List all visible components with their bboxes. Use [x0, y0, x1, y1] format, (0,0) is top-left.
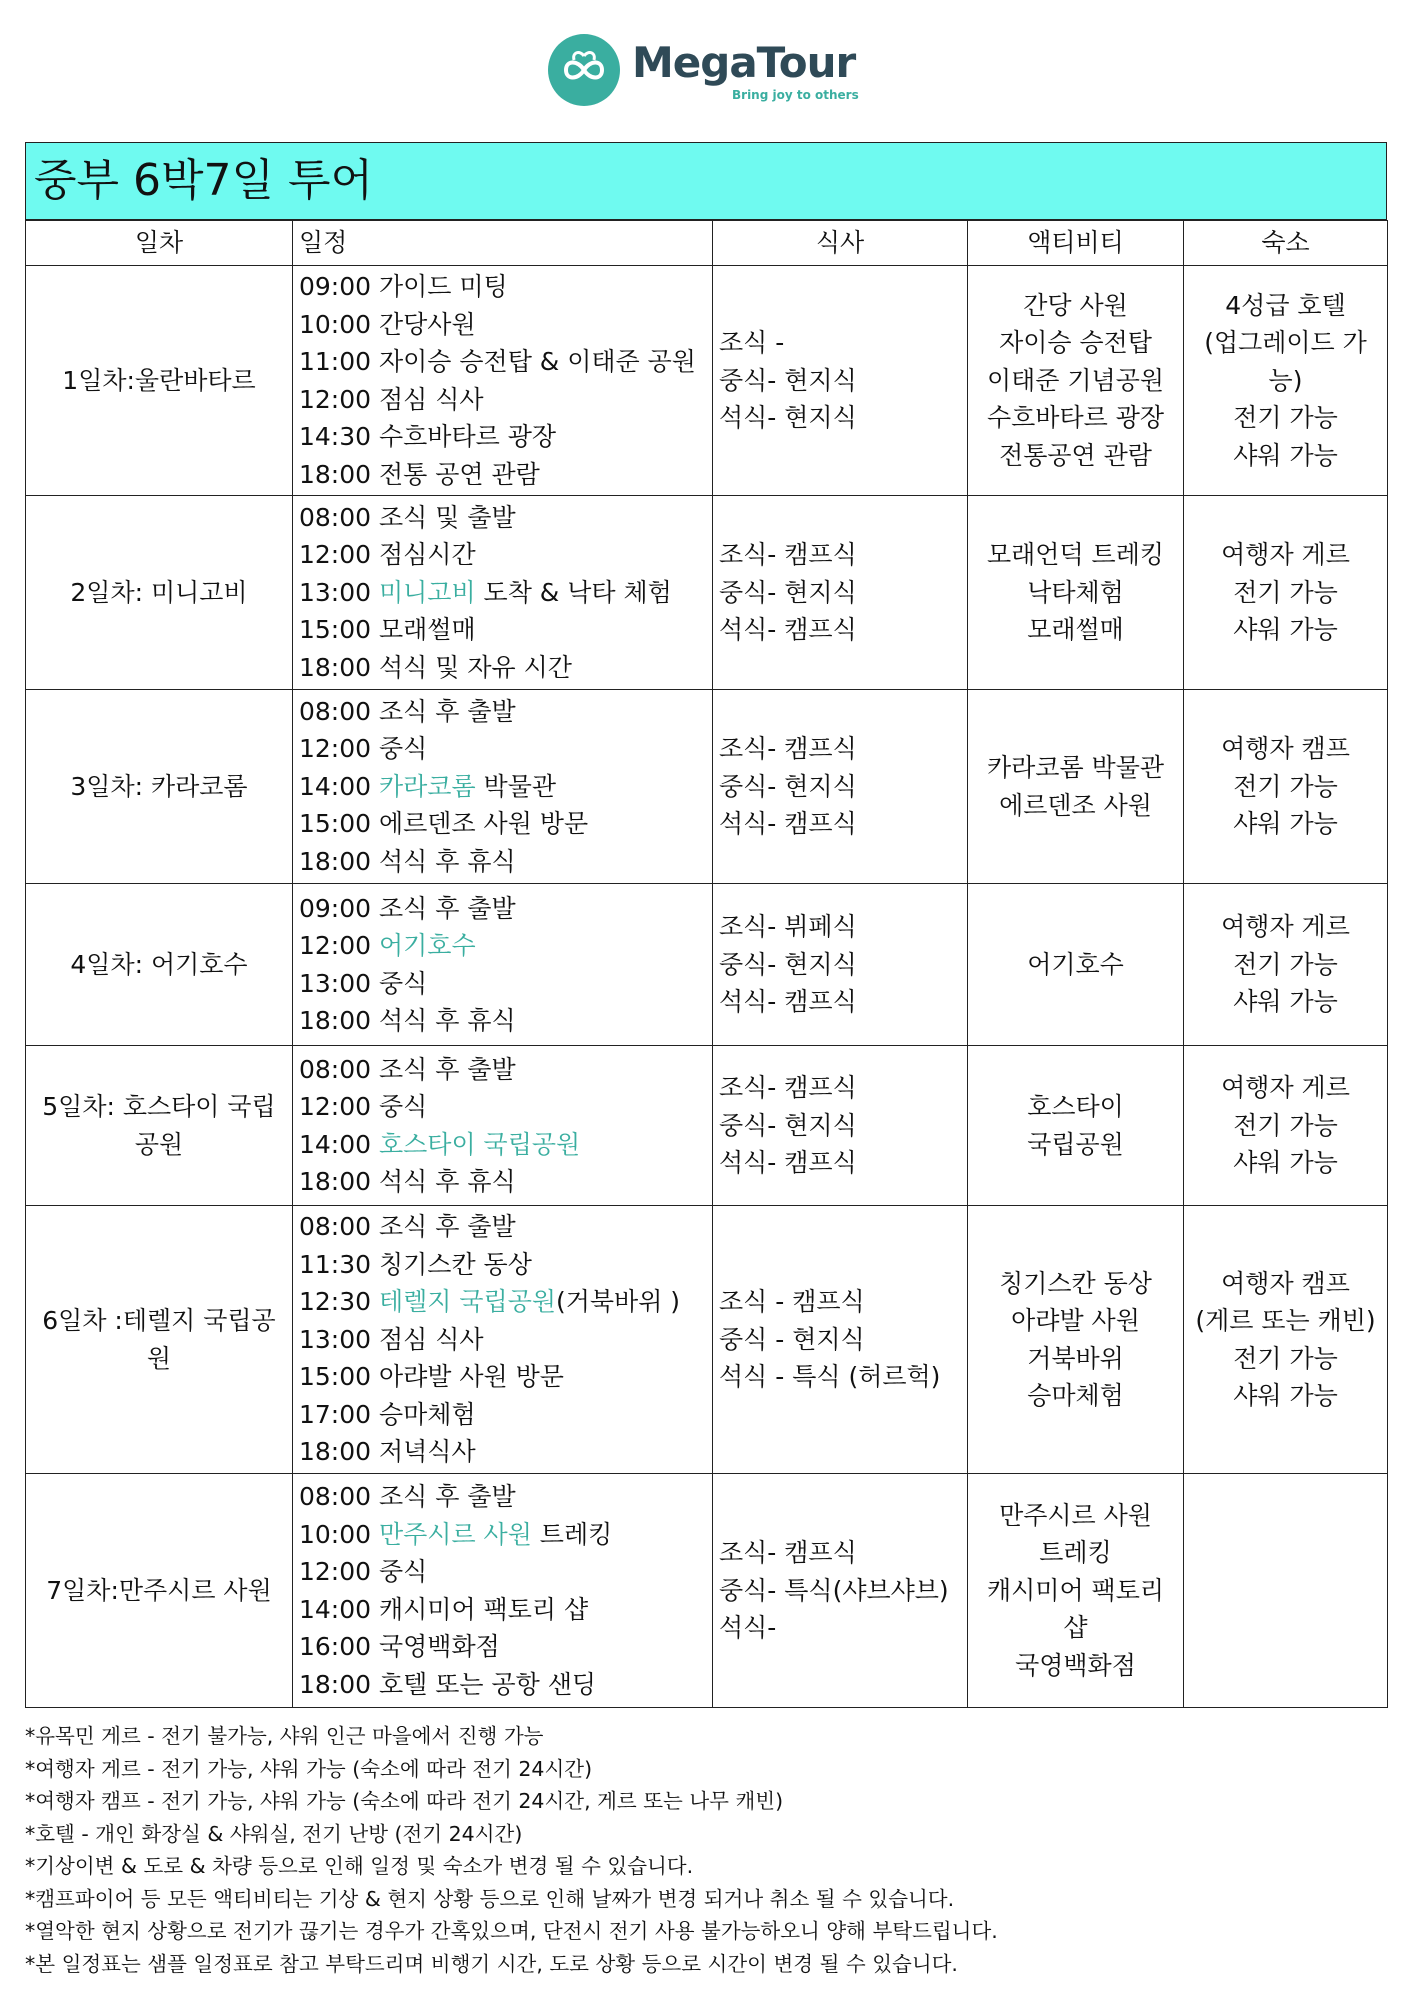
lodging-item: 여행자 게르 [1221, 540, 1350, 570]
header-schedule: 일정 [293, 221, 713, 266]
schedule-time: 15:00 [299, 615, 372, 645]
schedule-text: 자이승 승전탑 & 이태준 공원 [379, 347, 696, 376]
schedule-time: 18:00 [299, 1437, 372, 1467]
activity-item: 캐시미어 팩토리 샵 [987, 1575, 1164, 1643]
meals-cell [713, 1474, 968, 1708]
schedule-time: 10:00 [299, 309, 372, 339]
lodging-cell [1184, 266, 1388, 496]
table-header-row [26, 221, 1388, 266]
activities-cell [968, 884, 1184, 1046]
activity-item: 트레킹 [1039, 1538, 1112, 1568]
day-label: 6일차 :테렐지 국립공원 [26, 1206, 293, 1474]
schedule-item [299, 649, 706, 687]
activity-item: 수흐바타르 광장 [987, 403, 1164, 433]
table-row [26, 1474, 1388, 1708]
lodging-cell [1184, 496, 1388, 690]
schedule-time: 12:00 [299, 931, 372, 960]
note-item: *여행자 게르 - 전기 가능, 샤워 가능 (숙소에 따라 전기 24시간) [25, 1756, 593, 1781]
lodging-item: 전기 가능 [1233, 577, 1338, 607]
schedule-item [299, 1246, 706, 1284]
schedule-text: 국영백화점 [379, 1632, 500, 1661]
meals-cell [713, 884, 968, 1046]
table-row [26, 496, 1388, 690]
activity-item: 국립공원 [1027, 1129, 1124, 1159]
lodging-item: 전기 가능 [1233, 1110, 1338, 1140]
meal-item: 석식- 캠프식 [719, 615, 857, 645]
day-label: 4일차: 어기호수 [26, 884, 293, 1046]
schedule-text: 조식 후 출발 [379, 893, 516, 923]
schedule-item [299, 1088, 706, 1126]
schedule-time: 08:00 [299, 1054, 372, 1084]
schedule-time: 13:00 [299, 1324, 372, 1354]
schedule-time: 17:00 [299, 1399, 372, 1429]
infinity-heart-icon [548, 34, 620, 106]
activity-item: 낙타체험 [1027, 577, 1124, 607]
schedule-item [299, 536, 706, 574]
activity-item: 거북바위 [1027, 1343, 1124, 1373]
note-item: *열악한 현지 상황으로 전기가 끊기는 경우가 간혹있으며, 단전시 전기 사용 불가능하오니 양해 부탁드립니다. [25, 1919, 998, 1943]
meal-item: 조식- 뷔페식 [719, 912, 857, 942]
meal-item: 중식- 현지식 [719, 1110, 857, 1140]
activities-cell [968, 266, 1184, 496]
meal-item: 중식- 현지식 [719, 771, 857, 801]
schedule-text: 간당사원 [379, 309, 476, 339]
meal-item: 조식- 캠프식 [719, 540, 857, 570]
schedule-item [299, 268, 706, 306]
schedule-time: 08:00 [299, 1482, 372, 1511]
schedule-item [299, 456, 706, 494]
schedule-time: 12:00 [299, 540, 372, 570]
schedule-time: 12:00 [299, 384, 372, 414]
table-row [26, 1206, 1388, 1474]
schedule-text: 중식 [379, 968, 428, 998]
lodging-item: (업그레이드 가능) [1204, 328, 1367, 395]
schedule-time: 12:00 [299, 1557, 372, 1586]
schedule-item [299, 1591, 706, 1629]
schedule-item [299, 768, 706, 806]
schedule-time: 12:00 [299, 1092, 372, 1121]
activity-item: 카라코롬 박물관 [987, 753, 1164, 782]
lodging-item: 샤워 가능 [1233, 809, 1338, 839]
meals-cell [713, 496, 968, 690]
lodging-item: 여행자 게르 [1221, 912, 1350, 942]
schedule-time: 15:00 [299, 1362, 372, 1392]
lodging-cell [1184, 884, 1388, 1046]
note-item: *유목민 게르 - 전기 불가능, 샤워 인근 마을에서 진행 가능 [25, 1724, 544, 1748]
lodging-item: 전기 가능 [1233, 403, 1338, 433]
schedule-place-highlight: 호스타이 국립공원 [379, 1129, 581, 1159]
schedule-text: 수흐바타르 광장 [379, 422, 556, 451]
schedule-time: 18:00 [299, 652, 372, 682]
schedule-text: 점심 식사 [379, 384, 484, 414]
schedule-item [299, 418, 706, 456]
header-lodging: 숙소 [1184, 221, 1388, 266]
header-day: 일차 [26, 221, 293, 266]
meal-item: 조식- 캠프식 [719, 1538, 857, 1568]
activity-item: 모래썰매 [1027, 615, 1124, 645]
schedule-item [299, 1396, 706, 1434]
day-label: 5일차: 호스타이 국립공원 [26, 1046, 293, 1206]
schedule-cell [293, 496, 713, 690]
lodging-item: 4성급 호텔 [1225, 290, 1346, 320]
schedule-item [299, 499, 706, 537]
meal-item: 중식- 특식(샤브샤브) [719, 1575, 949, 1605]
schedule-item [299, 890, 706, 928]
schedule-text-after: 트레킹 [531, 1519, 613, 1549]
schedule-time: 14:30 [299, 422, 372, 451]
schedule-text: 저녁식사 [379, 1437, 476, 1467]
note-item: *본 일정표는 샘플 일정표로 참고 부탁드리며 비행기 시간, 도로 상황 등으로 시간이 변경 될 수 있습니다. [25, 1951, 958, 1976]
schedule-item [299, 343, 706, 381]
schedule-text: 조식 후 출발 [379, 696, 516, 726]
page-title: 중부 6박7일 투어 [25, 142, 1387, 220]
note-item: *호텔 - 개인 화장실 & 샤워실, 전기 난방 (전기 24시간) [25, 1821, 523, 1846]
schedule-item [299, 1433, 706, 1471]
activities-cell [968, 690, 1184, 884]
schedule-item [299, 965, 706, 1003]
brand-name: MegaTour [632, 38, 856, 87]
schedule-text: 캐시미어 팩토리 샵 [379, 1594, 589, 1624]
schedule-time: 08:00 [299, 502, 372, 532]
schedule-time: 18:00 [299, 1006, 372, 1035]
schedule-item [299, 306, 706, 344]
schedule-item [299, 1283, 706, 1321]
schedule-text: 점심시간 [379, 540, 476, 570]
lodging-item: 전기 가능 [1233, 949, 1338, 979]
activity-item: 간당 사원 [1023, 290, 1128, 320]
schedule-time: 12:00 [299, 734, 372, 764]
schedule-cell [293, 1046, 713, 1206]
activity-item: 에르덴조 사원 [999, 790, 1152, 820]
schedule-time: 18:00 [299, 1669, 372, 1699]
notes-list [25, 1720, 1395, 1980]
schedule-text: 가이드 미팅 [379, 272, 508, 301]
brand-tagline: Bring joy to others [732, 88, 859, 102]
schedule-time: 10:00 [299, 1519, 372, 1549]
schedule-cell [293, 1474, 713, 1708]
schedule-time: 18:00 [299, 459, 372, 489]
activity-item: 모래언덕 트레킹 [987, 540, 1164, 570]
lodging-cell [1184, 1474, 1388, 1708]
activities-cell [968, 1206, 1184, 1474]
schedule-time: 14:00 [299, 1129, 372, 1159]
schedule-item [299, 1516, 706, 1554]
schedule-text: 모래썰매 [379, 615, 476, 645]
schedule-text: 석식 후 휴식 [379, 846, 516, 876]
schedule-time: 08:00 [299, 696, 372, 726]
day-label: 7일차:만주시르 사원 [26, 1474, 293, 1708]
meal-item: 석식- 현지식 [719, 403, 857, 433]
schedule-time: 18:00 [299, 1167, 372, 1196]
schedule-time: 09:00 [299, 893, 372, 923]
activity-item: 국영백화점 [1015, 1650, 1136, 1680]
schedule-text: 전통 공연 관람 [379, 459, 540, 489]
schedule-text: 칭기스칸 동상 [379, 1249, 532, 1279]
schedule-text: 석식 후 휴식 [379, 1167, 516, 1196]
schedule-text: 석식 및 자유 시간 [379, 652, 572, 682]
schedule-place-highlight: 만주시르 사원 [379, 1519, 532, 1549]
schedule-item [299, 1163, 706, 1201]
schedule-place-highlight: 테렐지 국립공원 [379, 1287, 556, 1317]
schedule-item [299, 693, 706, 731]
schedule-text: 중식 [379, 1557, 428, 1586]
activity-item: 전통공연 관람 [999, 440, 1152, 470]
schedule-text: 점심 식사 [379, 1324, 484, 1354]
schedule-item [299, 1666, 706, 1704]
schedule-item [299, 1208, 706, 1246]
meals-cell [713, 1046, 968, 1206]
activity-item: 이태준 기념공원 [987, 365, 1164, 395]
lodging-item: 여행자 캠프 [1221, 734, 1350, 764]
lodging-item: 여행자 게르 [1221, 1073, 1350, 1103]
schedule-item [299, 381, 706, 419]
schedule-item [299, 1478, 706, 1516]
meals-cell [713, 1206, 968, 1474]
lodging-item: 샤워 가능 [1233, 1148, 1338, 1178]
meal-item: 중식- 현지식 [719, 365, 857, 395]
lodging-item: (게르 또는 캐빈) [1195, 1306, 1376, 1335]
meal-item: 석식 - 특식 (허르헉) [719, 1362, 941, 1392]
activity-item: 자이승 승전탑 [999, 328, 1152, 358]
schedule-cell [293, 690, 713, 884]
meal-item: 조식 - [719, 328, 785, 358]
schedule-text: 에르덴조 사원 방문 [379, 809, 589, 839]
meals-cell [713, 266, 968, 496]
schedule-time: 12:30 [299, 1287, 372, 1317]
schedule-item [299, 1002, 706, 1040]
table-row [26, 690, 1388, 884]
schedule-item [299, 1321, 706, 1359]
schedule-text-after: 박물관 [475, 771, 557, 801]
schedule-place-highlight: 카라코롬 [379, 771, 476, 801]
lodging-item: 전기 가능 [1233, 771, 1338, 801]
schedule-time: 11:00 [299, 347, 372, 376]
schedule-text: 석식 후 휴식 [379, 1006, 516, 1035]
activities-cell [968, 1474, 1184, 1708]
lodging-item: 샤워 가능 [1233, 1381, 1338, 1410]
schedule-time: 14:00 [299, 1594, 372, 1624]
schedule-place-highlight: 어기호수 [379, 931, 476, 960]
schedule-item [299, 1358, 706, 1396]
meal-item: 중식- 현지식 [719, 949, 857, 979]
lodging-item: 샤워 가능 [1233, 615, 1338, 645]
schedule-time: 08:00 [299, 1212, 372, 1242]
meals-cell [713, 690, 968, 884]
schedule-cell [293, 884, 713, 1046]
lodging-cell [1184, 690, 1388, 884]
itinerary-table [25, 220, 1388, 1708]
schedule-item [299, 1553, 706, 1591]
schedule-item [299, 574, 706, 612]
schedule-item [299, 1051, 706, 1089]
note-item: *여행자 캠프 - 전기 가능, 샤워 가능 (숙소에 따라 전기 24시간, 게르 또는 나무 캐빈) [25, 1789, 784, 1813]
lodging-cell [1184, 1206, 1388, 1474]
header-activities: 액티비티 [968, 221, 1184, 266]
schedule-text: 승마체험 [379, 1399, 476, 1429]
schedule-item [299, 1628, 706, 1666]
day-label: 1일차:울란바타르 [26, 266, 293, 496]
table-row [26, 884, 1388, 1046]
schedule-text: 중식 [379, 1092, 428, 1121]
meal-item: 석식- 캠프식 [719, 809, 857, 839]
day-label: 2일차: 미니고비 [26, 496, 293, 690]
schedule-time: 09:00 [299, 272, 372, 301]
meal-item: 중식- 현지식 [719, 577, 857, 607]
schedule-item [299, 805, 706, 843]
schedule-time: 16:00 [299, 1632, 372, 1661]
schedule-item [299, 1126, 706, 1164]
schedule-cell [293, 1206, 713, 1474]
lodging-item: 샤워 가능 [1233, 987, 1338, 1017]
meal-item: 석식- [719, 1613, 777, 1643]
meal-item: 석식- 캠프식 [719, 1148, 857, 1178]
activity-item: 만주시르 사원 [999, 1500, 1152, 1530]
lodging-item: 샤워 가능 [1233, 440, 1338, 470]
schedule-place-highlight: 미니고비 [379, 577, 476, 607]
activity-item: 어기호수 [1027, 949, 1124, 979]
schedule-text: 중식 [379, 734, 428, 764]
schedule-text: 아랴발 사원 방문 [379, 1362, 564, 1392]
meal-item: 석식- 캠프식 [719, 987, 857, 1017]
activity-item: 승마체험 [1027, 1381, 1124, 1410]
note-item: *기상이변 & 도로 & 차량 등으로 인해 일정 및 숙소가 변경 될 수 있습니다. [25, 1854, 694, 1878]
schedule-time: 13:00 [299, 968, 372, 998]
schedule-text-after: 도착 & 낙타 체험 [475, 577, 672, 607]
schedule-time: 11:30 [299, 1249, 372, 1279]
meal-item: 조식 - 캠프식 [719, 1287, 865, 1317]
schedule-text: 조식 및 출발 [379, 502, 516, 532]
schedule-text: 조식 후 출발 [379, 1212, 516, 1242]
schedule-time: 13:00 [299, 577, 372, 607]
meal-item: 조식- 캠프식 [719, 1073, 857, 1103]
activity-item: 칭기스칸 동상 [999, 1268, 1152, 1298]
activity-item: 호스타이 [1027, 1092, 1124, 1121]
lodging-item: 여행자 캠프 [1221, 1268, 1350, 1298]
schedule-text-after: (거북바위 ) [556, 1287, 681, 1317]
schedule-time: 18:00 [299, 846, 372, 876]
megatour-logo [548, 32, 868, 112]
schedule-cell [293, 266, 713, 496]
itinerary-sheet [25, 142, 1387, 1708]
schedule-item [299, 843, 706, 881]
header-meals: 식사 [713, 221, 968, 266]
schedule-time: 15:00 [299, 809, 372, 839]
schedule-item [299, 611, 706, 649]
activity-item: 아랴발 사원 [1011, 1306, 1140, 1335]
table-row [26, 1046, 1388, 1206]
day-label: 3일차: 카라코롬 [26, 690, 293, 884]
lodging-cell [1184, 1046, 1388, 1206]
schedule-time: 14:00 [299, 771, 372, 801]
note-item: *캠프파이어 등 모든 액티비티는 기상 & 현지 상황 등으로 인해 날짜가 변경 되거나 취소 될 수 있습니다. [25, 1886, 955, 1911]
activities-cell [968, 496, 1184, 690]
schedule-item [299, 927, 706, 965]
schedule-text: 조식 후 출발 [379, 1054, 516, 1084]
lodging-item: 전기 가능 [1233, 1343, 1338, 1373]
meal-item: 조식- 캠프식 [719, 734, 857, 764]
table-row [26, 266, 1388, 496]
schedule-item [299, 730, 706, 768]
schedule-text: 조식 후 출발 [379, 1482, 516, 1511]
activities-cell [968, 1046, 1184, 1206]
schedule-text: 호텔 또는 공항 샌딩 [379, 1669, 597, 1699]
meal-item: 중식 - 현지식 [719, 1324, 865, 1354]
